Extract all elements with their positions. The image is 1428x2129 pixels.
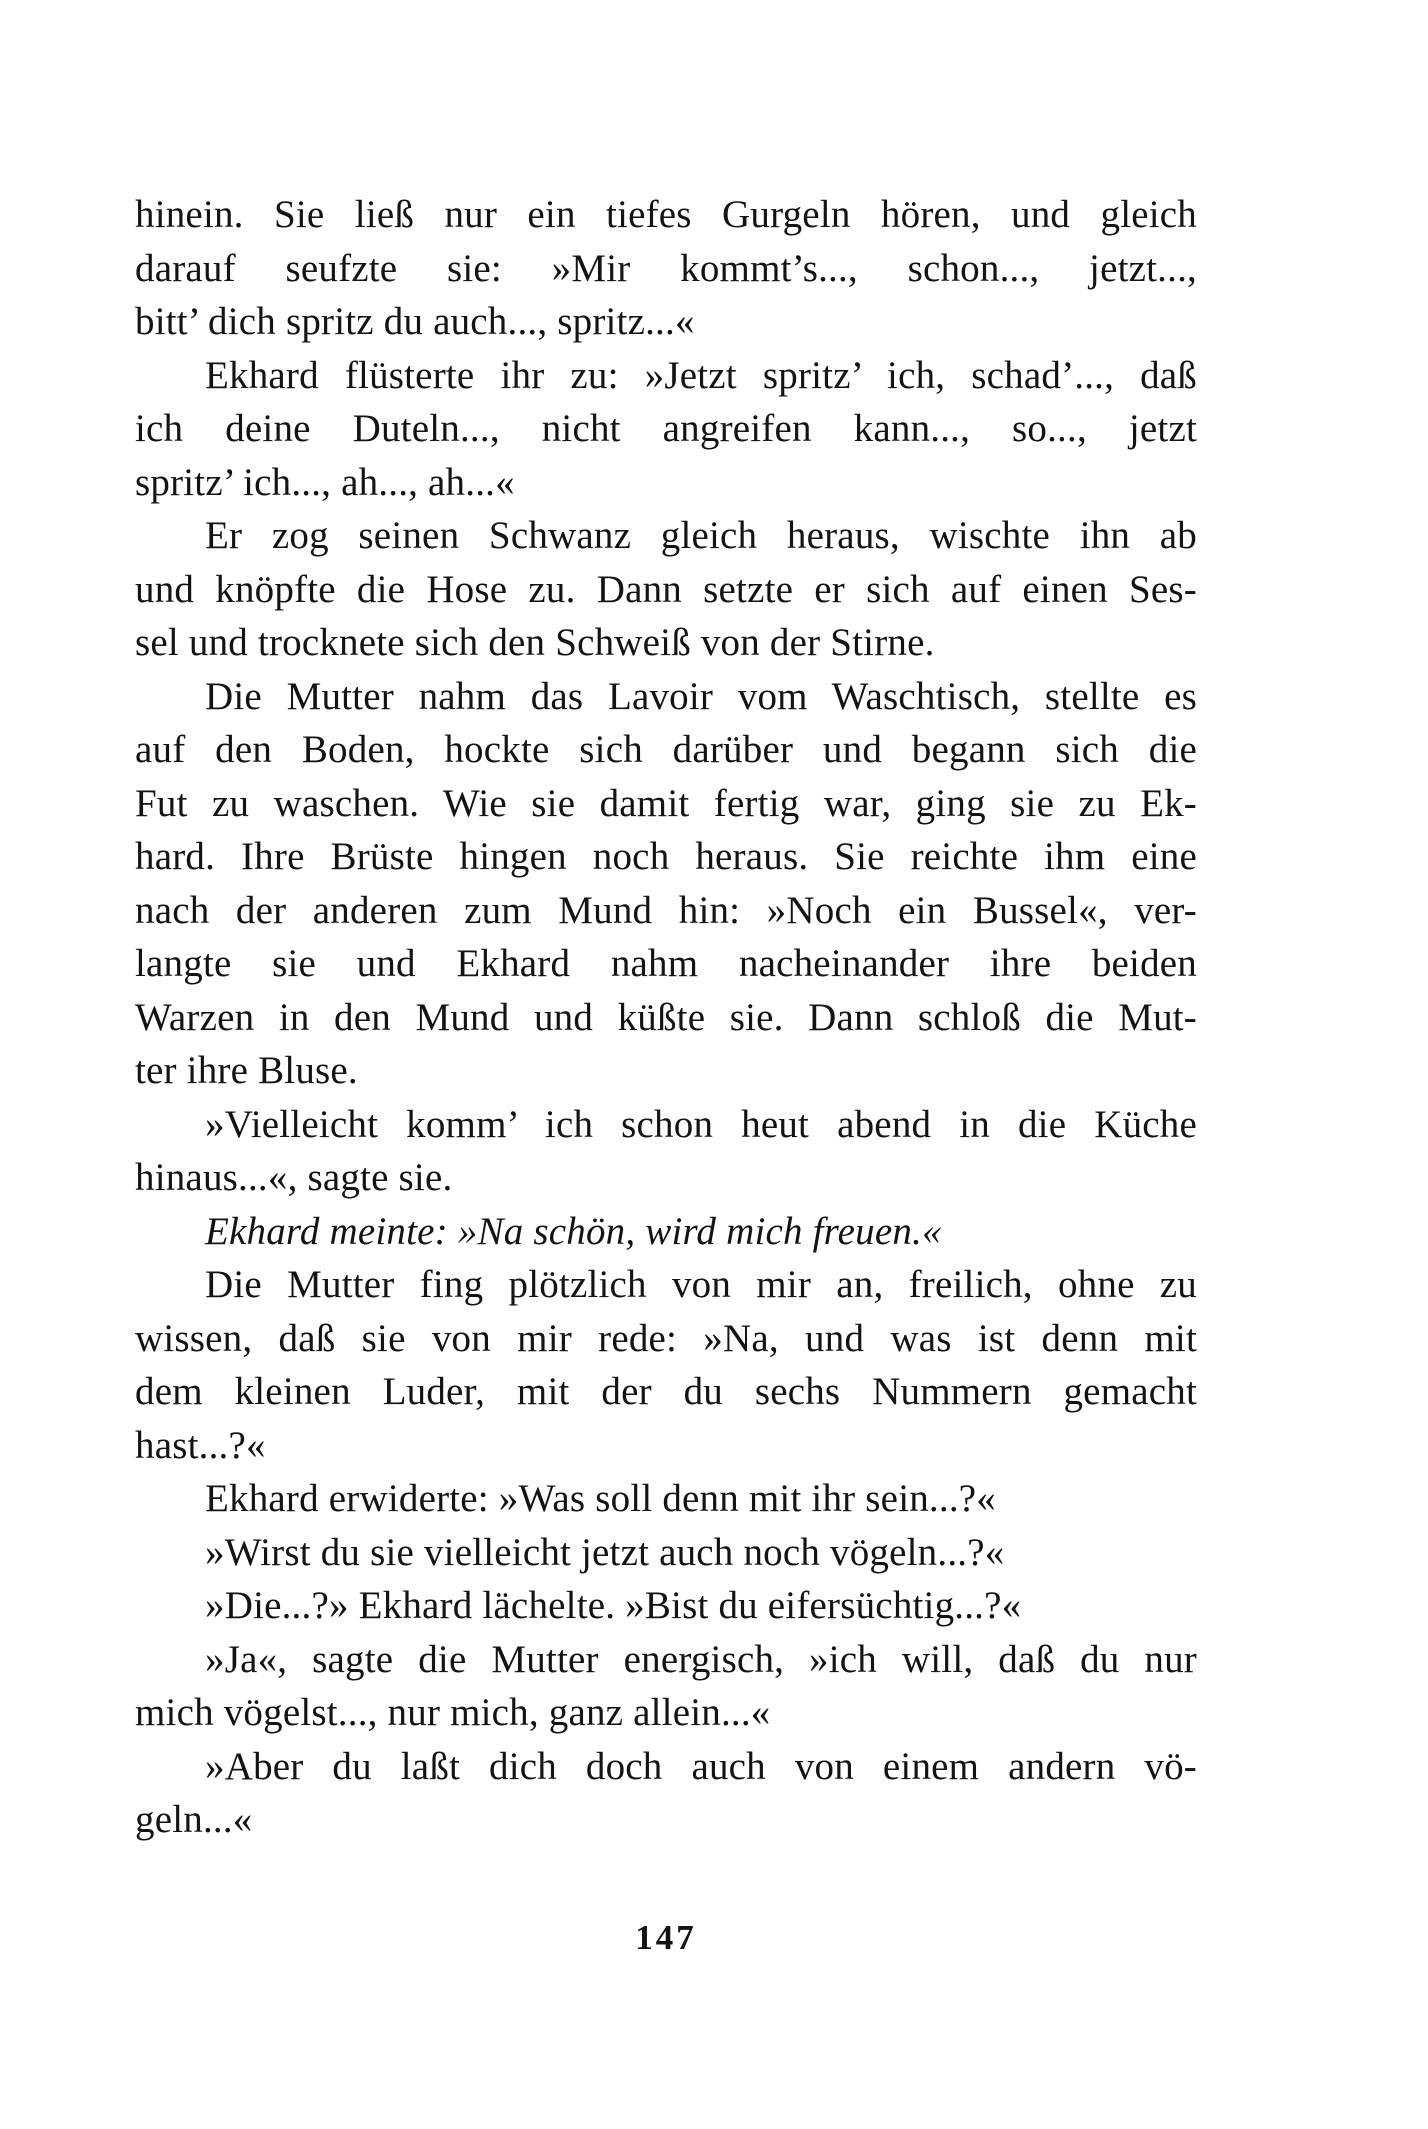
paragraph	[135, 509, 1197, 670]
text-line: mich vögelst..., nur mich, ganz allein...«	[135, 1691, 771, 1734]
paragraph	[135, 1526, 1197, 1580]
text-line: ter ihre Bluse.	[135, 1049, 358, 1092]
text-line: und knöpfte die Hose zu. Dann setzte er sich auf einen Ses-	[135, 567, 1197, 611]
text-line: wissen, daß sie von mir rede: »Na, und was ist denn mit	[135, 1316, 1197, 1360]
text-line: Er zog seinen Schwanz gleich heraus, wischte ihn ab	[205, 514, 1197, 557]
paragraph	[135, 1098, 1197, 1205]
text-line: auf den Boden, hockte sich darüber und begann sich die	[135, 728, 1197, 771]
paragraph	[135, 349, 1197, 510]
text-line: ich deine Duteln..., nicht angreifen kann..., so..., jetzt	[135, 407, 1197, 450]
text-line: hinaus...«, sagte sie.	[135, 1156, 453, 1199]
text-line: bitt’ dich spritz du auch..., spritz...«	[135, 300, 695, 343]
text-line: »Ja«, sagte die Mutter energisch, »ich will, daß du nur	[205, 1637, 1197, 1681]
text-line: dem kleinen Luder, mit der du sechs Nummern gemacht	[135, 1370, 1197, 1413]
text-line: Die Mutter fing plötzlich von mir an, freilich, ohne zu	[205, 1263, 1197, 1306]
paragraph	[135, 1579, 1197, 1633]
text-line: Ekhard flüsterte ihr zu: »Jetzt spritz’ ich, schad’..., daß	[205, 353, 1197, 397]
text-line: geln...«	[135, 1798, 253, 1841]
paragraph	[135, 1740, 1197, 1847]
text-line: Die Mutter nahm das Lavoir vom Waschtisch, stellte es	[205, 674, 1197, 718]
text-line: »Wirst du sie vielleicht jetzt auch noch vögeln...?«	[205, 1530, 1005, 1574]
text-line: spritz’ ich..., ah..., ah...«	[135, 460, 515, 504]
text-line: nach der anderen zum Mund hin: »Noch ein Bussel«, ver-	[135, 888, 1197, 932]
text-line: »Die...?» Ekhard lächelte. »Bist du eifersüchtig...?«	[205, 1584, 1022, 1627]
paragraph	[135, 1472, 1197, 1526]
paragraph	[135, 1205, 1197, 1259]
paragraph	[135, 670, 1197, 1098]
page-number: 147	[635, 1918, 697, 1957]
text-line: sel und trocknete sich den Schweiß von der Stirne.	[135, 621, 935, 664]
text-line: »Aber du laßt dich doch auch von einem andern vö-	[205, 1744, 1197, 1788]
text-line: Ekhard erwiderte: »Was soll denn mit ihr sein...?«	[205, 1477, 996, 1520]
text-line: hinein. Sie ließ nur ein tiefes Gurgeln hören, und gleich	[135, 193, 1197, 236]
text-line: »Vielleicht komm’ ich schon heut abend in die Küche	[205, 1102, 1197, 1146]
text-line: Ekhard meinte: »Na schön, wird mich freuen.«	[205, 1209, 942, 1253]
paragraph	[135, 188, 1197, 349]
text-line: hard. Ihre Brüste hingen noch heraus. Sie reichte ihm eine	[135, 835, 1197, 878]
paragraph	[135, 1258, 1197, 1472]
text-line: Fut zu waschen. Wie sie damit fertig war, ging sie zu Ek-	[135, 781, 1197, 825]
text-line: langte sie und Ekhard nahm nacheinander ihre beiden	[135, 942, 1197, 985]
text-line: darauf seufzte sie: »Mir kommt’s..., schon..., jetzt...,	[135, 246, 1197, 290]
paragraph	[135, 1633, 1197, 1740]
text-block	[135, 188, 1197, 1847]
text-line: hast...?«	[135, 1423, 266, 1467]
text-line: Warzen in den Mund und küßte sie. Dann schloß die Mut-	[135, 995, 1197, 1039]
